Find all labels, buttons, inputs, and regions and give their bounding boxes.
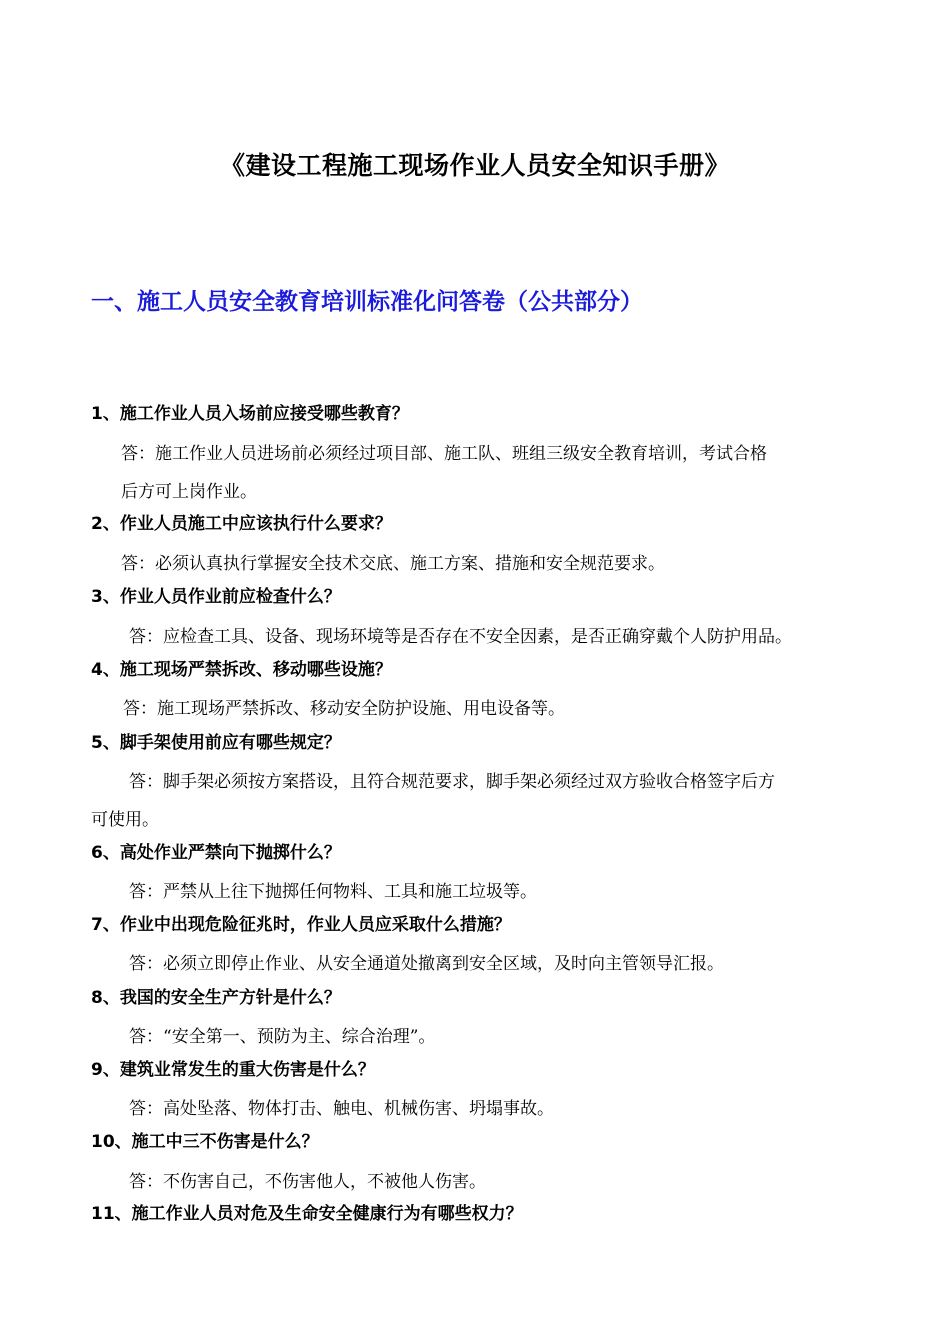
answer-8-line-1: 答：“安全第一、预防为主、综合治理”。 (129, 1027, 436, 1047)
answer-7-line-1: 答：必须立即停止作业、从安全通道处撤离到安全区域，及时向主管领导汇报。 (129, 954, 724, 974)
question-3: 3、作业人员作业前应检查什么？ (91, 587, 341, 607)
answer-1-line-1: 答：施工作业人员进场前必须经过项目部、施工队、班组三级安全教育培训，考试合格 (121, 444, 767, 464)
answer-10-line-1: 答：不伤害自己，不伤害他人，不被他人伤害。 (129, 1172, 486, 1192)
question-8: 8、我国的安全生产方针是什么？ (91, 988, 341, 1008)
answer-9-line-1: 答：高处坠落、物体打击、触电、机械伤害、坍塌事故。 (129, 1099, 554, 1119)
answer-2-line-1: 答：必须认真执行掌握安全技术交底、施工方案、措施和安全规范要求。 (121, 554, 665, 574)
answer-1-line-2: 后方可上岗作业。 (121, 482, 257, 502)
qa-item-1 (91, 400, 881, 434)
question-7: 7、作业中出现危险征兆时，作业人员应采取什么措施？ (91, 915, 511, 935)
section-heading: 一、施工人员安全教育培训标准化问答卷（公共部分） (91, 289, 643, 315)
question-1: 1、施工作业人员入场前应接受哪些教育？ (91, 404, 409, 424)
question-4: 4、施工现场严禁拆改、移动哪些设施？ (91, 660, 392, 680)
question-11: 11、施工作业人员对危及生命安全健康行为有哪些权力？ (91, 1204, 523, 1224)
answer-5-line-1: 答：脚手架必须按方案搭设，且符合规范要求，脚手架必须经过双方验收合格签字后方 (129, 772, 775, 792)
answer-4-line-1: 答：施工现场严禁拆改、移动安全防护设施、用电设备等。 (123, 699, 565, 719)
question-10: 10、施工中三不伤害是什么？ (91, 1132, 319, 1152)
answer-3-line-1: 答：应检查工具、设备、现场环境等是否存在不安全因素，是否正确穿戴个人防护用品。 (129, 627, 792, 647)
question-2: 2、作业人员施工中应该执行什么要求？ (91, 514, 392, 534)
question-6: 6、高处作业严禁向下抛掷什么？ (91, 843, 341, 863)
answer-5-line-2: 可使用。 (91, 810, 159, 830)
question-9: 9、建筑业常发生的重大伤害是什么？ (91, 1060, 375, 1080)
document-title: 《建设工程施工现场作业人员安全知识手册》 (219, 151, 730, 180)
answer-6-line-1: 答：严禁从上往下抛掷任何物料、工具和施工垃圾等。 (129, 882, 537, 902)
question-5: 5、脚手架使用前应有哪些规定？ (91, 733, 341, 753)
